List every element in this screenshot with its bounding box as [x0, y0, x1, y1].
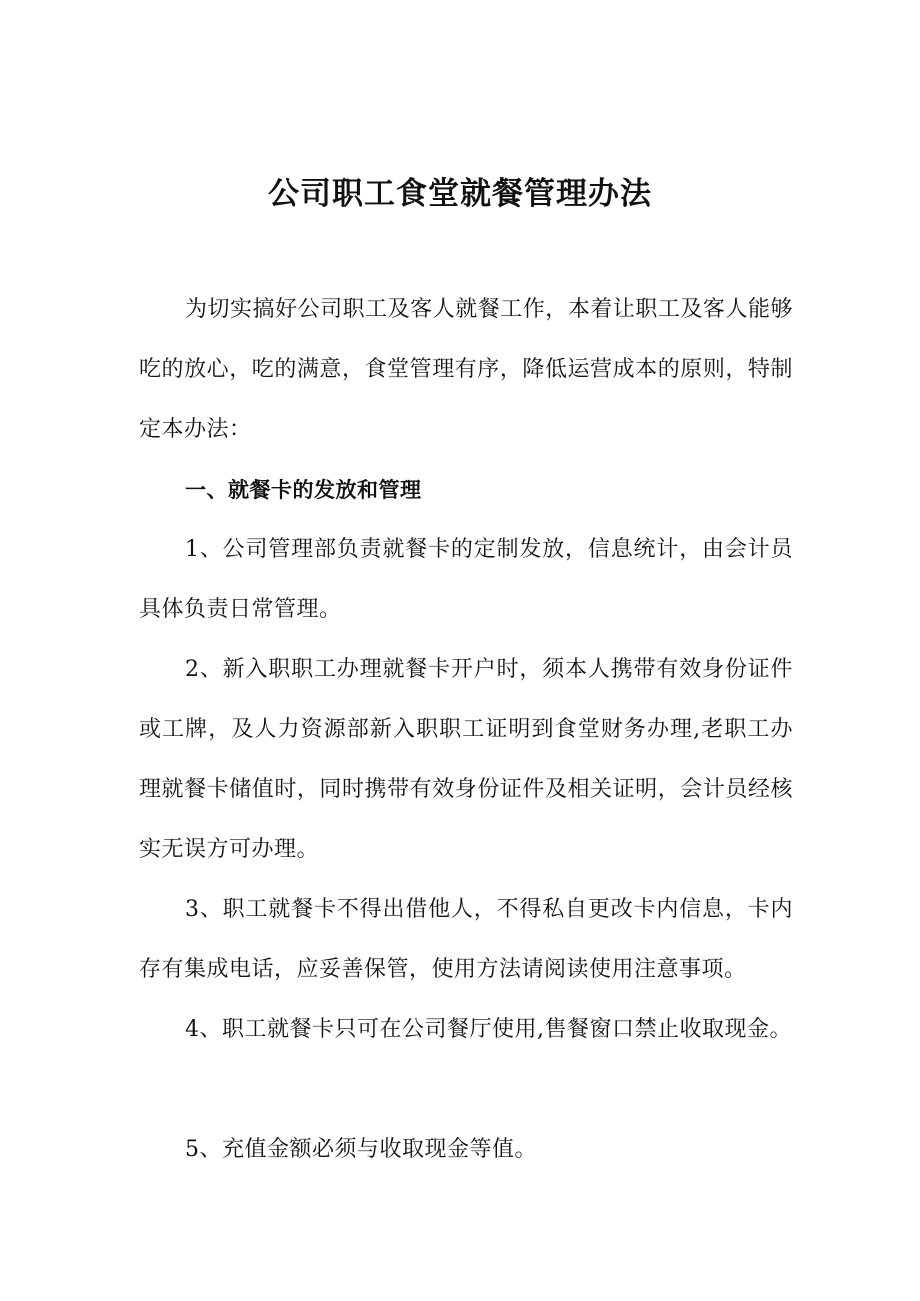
- intro-paragraph: 为切实搞好公司职工及客人就餐工作，本着让职工及客人能够吃的放心，吃的满意，食堂管理有序，降低运营成本的原则，特制定本办法：: [139, 297, 793, 442]
- document-title: 公司职工食堂就餐管理办法: [268, 176, 652, 212]
- list-item: 4、职工就餐卡只可在公司餐厅使用,售餐窗口禁止收取现金。: [185, 1017, 792, 1042]
- list-item: 5、充值金额必须与收取现金等值。: [185, 1137, 537, 1162]
- document-body: [139, 280, 793, 1180]
- list-item: 1、公司管理部负责就餐卡的定制发放，信息统计，由会计员具体负责日常管理。: [139, 537, 793, 622]
- list-item: 3、职工就餐卡不得出借他人，不得私自更改卡内信息，卡内存有集成电话，应妥善保管，使用方法请阅读使用注意事项。: [139, 897, 793, 982]
- list-item: 2、新入职职工办理就餐卡开户时，须本人携带有效身份证件或工牌，及人力资源部新入职职工证明到食堂财务办理,老职工办理就餐卡储值时，同时携带有效身份证件及相关证明，会计员经核实无误方可办理。: [139, 657, 793, 862]
- section-heading: 一、就餐卡的发放和管理: [185, 478, 422, 502]
- paragraph-spacer: [139, 1060, 793, 1120]
